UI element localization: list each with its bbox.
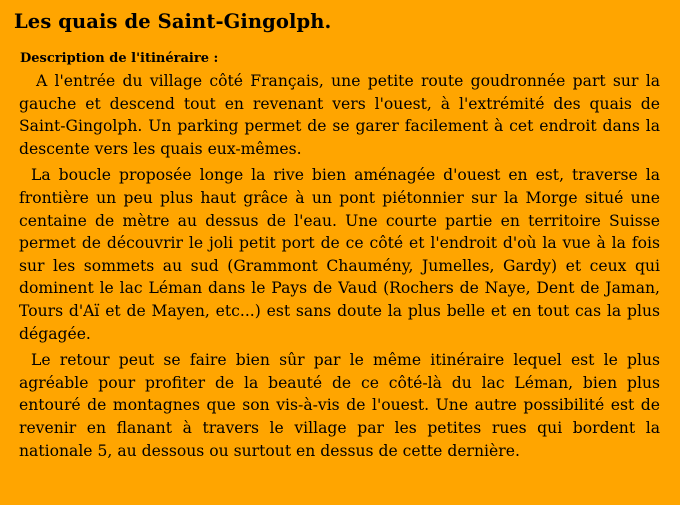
paragraph-return: Le retour peut se faire bien sûr par le même itinéraire lequel est le plus agréable pour profiter de la beauté de ce côté-là du lac Léman, bien plus entouré de montagnes que son vis-à-vis de l'ouest. Une autre possibilité est de revenir en flanant à travers le village par les petites rues qui bordent la nationale 5, au dessous ou surtout en dessus de cette dernière. <box>19 351 660 460</box>
section-label: Description de l'itinéraire : <box>20 51 219 66</box>
paragraph-access: A l'entrée du village côté Français, une petite route goudronnée part sur la gauche et descend tout en revenant vers l'ouest, à l'extrémité des quais de Saint-Gingolph. Un parking permet de se garer facilement à cet endroit dans la descente vers les quais eux-mêmes. <box>19 72 660 158</box>
paragraph-loop: La boucle proposée longe la rive bien aménagée d'ouest en est, traverse la frontière un peu plus haut grâce à un pont piétonnier sur la Morge situé une centaine de mètre au dessus de l'eau. Une courte partie en territoire Suisse permet de découvrir le joli petit port de ce côté et l'endroit d'où la vue à la fois sur les sommets au sud (Grammont Chaumény, Jumelles, Gardy) et ceux qui dominent le lac Léman dans le Pays de Vaud (Rochers de Naye, Dent de Jaman, Tours d'Aï et de Mayen, etc...) est sans doute la plus belle et en tout cas la plus dégagée. <box>19 166 660 343</box>
page-title: Les quais de Saint-Gingolph. <box>14 10 332 33</box>
